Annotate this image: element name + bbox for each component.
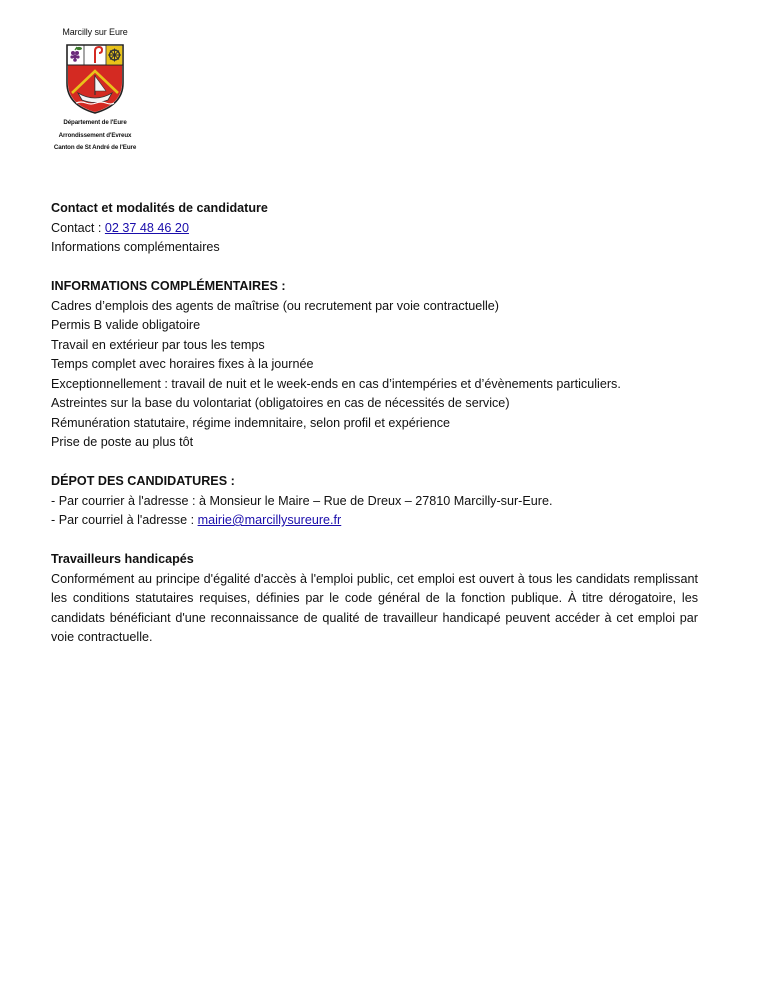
info-item: Exceptionnellement : travail de nuit et le week-ends en cas d’intempéries et d’évènements particuliers. [51,376,621,391]
info-heading: INFORMATIONS COMPLÉMENTAIRES : [51,279,286,293]
info-item: Prise de poste au plus tôt [51,435,194,449]
departement-label: Département de l'Eure [63,119,127,126]
info-item: Permis B valide obligatoire [51,318,201,332]
commune-name: Marcilly sur Eure [62,27,128,37]
document-body [51,199,698,648]
handicap-paragraph: Conformément au principe d'égalité d'accès à l'emploi public, cet emploi est ouvert à tous les candidats remplissant les conditions statutaires requises, définies par le code général de la fonction publique. À titre dérogatoire, les candidats bénéficiant d'une reconnaissance de qualité de travailleur handicapé peuvent accéder à cet emploi par voie contractuelle. [51,571,698,644]
admin-info [30,117,160,155]
coat-of-arms-icon [64,43,126,115]
mail-line: - Par courrier à l'adresse : à Monsieur le Maire – Rue de Dreux – 27810 Marcilly-sur-Eure. [51,493,553,508]
info-item: Travail en extérieur par tous les temps [51,337,265,352]
handicap-heading: Travailleurs handicapés [51,552,194,566]
email-line [51,511,698,531]
info-line: Informations complémentaires [51,240,220,254]
contact-line [51,219,698,239]
letterhead [30,26,160,155]
info-item: Astreintes sur la base du volontariat (obligatoires en cas de nécessités de service) [51,396,510,410]
info-item: Temps complet avec horaires fixes à la journée [51,357,314,371]
info-item: Rémunération statutaire, régime indemnitaire, selon profil et expérience [51,415,451,430]
depot-heading: DÉPOT DES CANDIDATURES : [51,474,235,488]
info-item: Cadres d’emplois des agents de maîtrise (ou recrutement par voie contractuelle) [51,298,499,313]
contact-heading: Contact et modalités de candidature [51,201,268,215]
contact-label: Contact : [51,220,102,235]
email-link[interactable]: mairie@marcillysureure.fr [197,513,342,527]
phone-link[interactable]: 02 37 48 46 20 [104,220,189,235]
email-label: - Par courriel à l'adresse : [51,513,195,527]
arrondissement-label: Arrondissement d'Evreux [58,131,132,139]
canton-label: Canton de St André de l'Eure [53,144,137,151]
